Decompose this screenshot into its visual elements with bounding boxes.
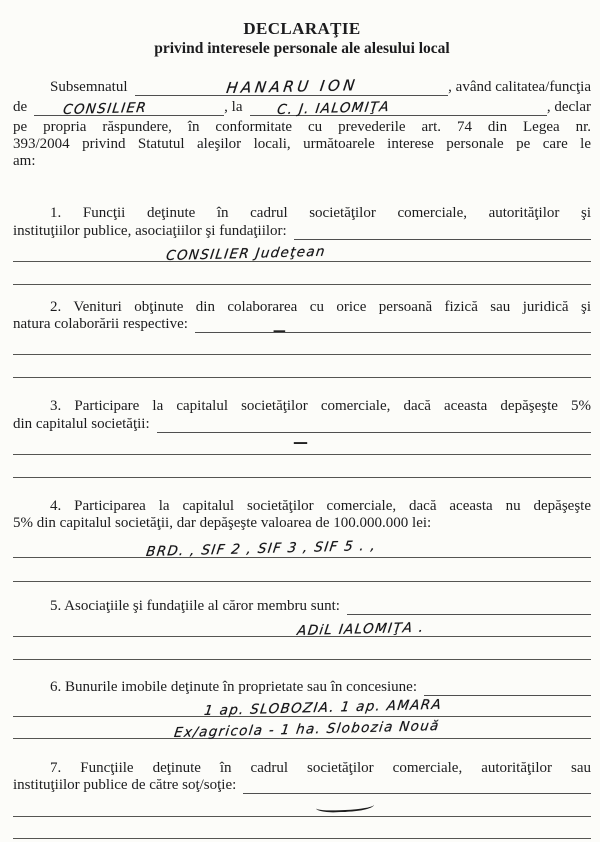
item-5-label: 5. Asociaţiile şi fundaţiile al căror membru sunt: (50, 597, 340, 614)
item-5 (13, 598, 591, 660)
handwritten-item-4: BRD. , SIF 2 , SIF 3 , SIF 5 . , (145, 537, 378, 560)
item-7-blank-row (13, 794, 591, 817)
intro-body-line-2: 393/2004 privind Statutul aleşilor locali, următoarele interese personale pe care le (13, 136, 591, 152)
item-3-blank (157, 415, 591, 433)
item-7 (13, 760, 591, 840)
item-5-blank (347, 597, 591, 615)
item-1-label: instituţiilor publice, asociaţiilor şi fundaţiilor: (13, 222, 287, 239)
item-2-label: natura colaborării respective: (13, 316, 188, 332)
item-3-blank-row (13, 433, 591, 455)
item-3-blank-row (13, 455, 591, 478)
item-6-answer-row-2 (13, 717, 591, 739)
function-field (34, 95, 224, 116)
intro-line-2 (13, 96, 591, 116)
handwritten-item-1: CONSILIER Judeţean (165, 243, 327, 264)
handwritten-item-5: ADiL IALOMIŢA . (296, 619, 426, 639)
item-2-blank-row (13, 355, 591, 378)
handwritten-item-6-line-1: 1 ap. SLOBOZIA. 1 ap. AMARA (203, 696, 444, 719)
item-7-label: instituţiilor publice de către soţ/soţie: (13, 777, 237, 793)
item-7-line-1: 7. Funcţiile deţinute în cadrul societăţilor comerciale, autorităţilor sau (50, 759, 591, 776)
item-4-line-1: 4. Participarea la capitalul societăţilor comerciale, dacă aceasta nu depăşeşte (50, 497, 591, 514)
intro-body-line-1: pe propria răspundere, în conformitate cu prevederile art. 74 din Legea nr. (13, 119, 591, 135)
ink-stroke-mark (316, 802, 374, 814)
item-2-blank (195, 315, 591, 339)
item-3-label: din capitalul societăţii: (13, 415, 150, 432)
item-2-line-1: 2. Venituri obţinute din colaborarea cu orice persoană fizică sau juridică şi (50, 298, 591, 315)
ink-dash-mark: — (272, 324, 286, 339)
item-2 (13, 299, 591, 379)
item-4 (13, 498, 591, 582)
handwritten-item-6-line-2: Ex/agricola - 1 ha. Slobozia Nouă (173, 717, 441, 741)
item-1 (13, 205, 591, 285)
item-1-line-1: 1. Funcţii deţinute în cadrul societăţilor comerciale, autorităţilor şi (50, 205, 591, 221)
item-6 (13, 679, 591, 739)
intro-de: de (13, 99, 28, 115)
item-3-label-row (13, 416, 591, 433)
institution-field (250, 95, 547, 116)
item-4-blank-row (13, 558, 591, 582)
intro-line-1 (13, 76, 591, 96)
item-6-blank (424, 678, 591, 696)
item-3-line-1: 3. Participare la capitalul societăţilor comerciale, dacă aceasta depăşeşte 5% (50, 398, 591, 414)
handwritten-function: CONSILIER (62, 99, 149, 118)
page-subtitle: privind interesele personale ale alesului local (154, 40, 450, 57)
intro-after-name: , având calitatea/funcţia (448, 79, 591, 95)
handwritten-name: HANARU ION (225, 76, 360, 97)
item-4-line-2: 5% din capitalul societăţii, dar depăşeşte valoarea de 100.000.000 lei: (13, 515, 432, 531)
intro-body-line-3: am: (13, 153, 36, 169)
item-2-blank-row (13, 333, 591, 355)
intro-declar: , declar (546, 99, 591, 115)
item-7-blank-row (13, 817, 591, 839)
item-1-blank-row (13, 262, 591, 285)
item-2-label-row (13, 316, 591, 339)
item-5-answer-row (13, 615, 591, 637)
item-6-label: 6. Bunurile imobile deţinute în proprietate sau în concesiune: (50, 678, 417, 695)
item-1-label-row (13, 223, 591, 240)
ink-dash-mark: — (293, 432, 308, 451)
item-7-label-row (13, 777, 591, 794)
item-5-label-row (13, 598, 591, 615)
item-1-blank (294, 222, 591, 240)
item-4-answer-row (13, 533, 591, 558)
item-6-label-row (13, 679, 591, 696)
intro-subsemnatul: Subsemnatul (50, 79, 128, 95)
handwritten-institution: C. J. IALOMIŢA (276, 98, 392, 118)
item-3 (13, 398, 591, 478)
name-field (135, 75, 449, 96)
item-6-answer-row-1 (13, 696, 591, 717)
item-7-blank (243, 776, 591, 794)
item-1-answer-row (13, 240, 591, 262)
item-5-blank-row (13, 637, 591, 660)
intro-la: , la (224, 99, 243, 115)
page-title: DECLARAŢIE (243, 19, 361, 38)
